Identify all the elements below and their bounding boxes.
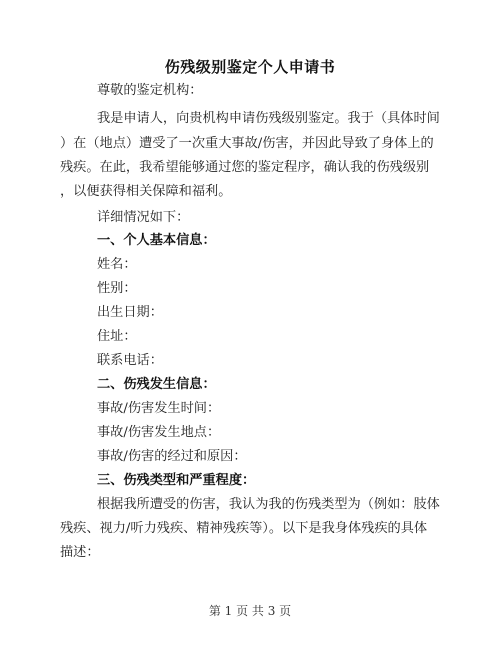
details-intro: 详细情况如下： [97, 210, 190, 225]
section-2-heading: 二、伤残发生信息： [97, 377, 216, 392]
section-3-heading: 三、伤残类型和严重程度： [97, 473, 256, 488]
section-3-line-1: 根据我所遭受的伤害，我认为我的伤残类型为（例如：肢体 [97, 497, 440, 512]
section-3-line-2: 残疾、视力/听力残疾、精神残疾等）。以下是我身体残疾的具体 [60, 521, 428, 536]
page-footer: 第 1 页 共 3 页 [208, 604, 292, 618]
field-gender: 性别： [97, 281, 137, 296]
field-phone: 联系电话： [97, 353, 163, 368]
salutation: 尊敬的鉴定机构： [97, 83, 203, 98]
section-1-heading: 一、个人基本信息： [97, 233, 216, 248]
field-incident-time: 事故/伤害发生时间： [97, 401, 221, 416]
document-title: 伤残级别鉴定个人申请书 [164, 58, 336, 76]
intro-line-2: ）在（地点）遭受了一次重大事故/伤害，并因此导致了身体上的 [60, 136, 434, 151]
field-incident-cause: 事故/伤害的经过和原因： [97, 449, 247, 464]
intro-line-4: ，以便获得相关保障和福利。 [60, 184, 232, 199]
section-3-line-3: 描述： [60, 545, 100, 560]
intro-line-3: 残疾。在此，我希望能够通过您的鉴定程序，确认我的伤残级别 [60, 160, 430, 175]
field-incident-location: 事故/伤害发生地点： [97, 425, 221, 440]
field-birthdate: 出生日期： [97, 305, 163, 320]
field-address: 住址： [97, 329, 137, 344]
intro-line-1: 我是申请人，向贵机构申请伤残级别鉴定。我于（具体时间 [97, 111, 440, 126]
field-name: 姓名： [97, 257, 137, 272]
